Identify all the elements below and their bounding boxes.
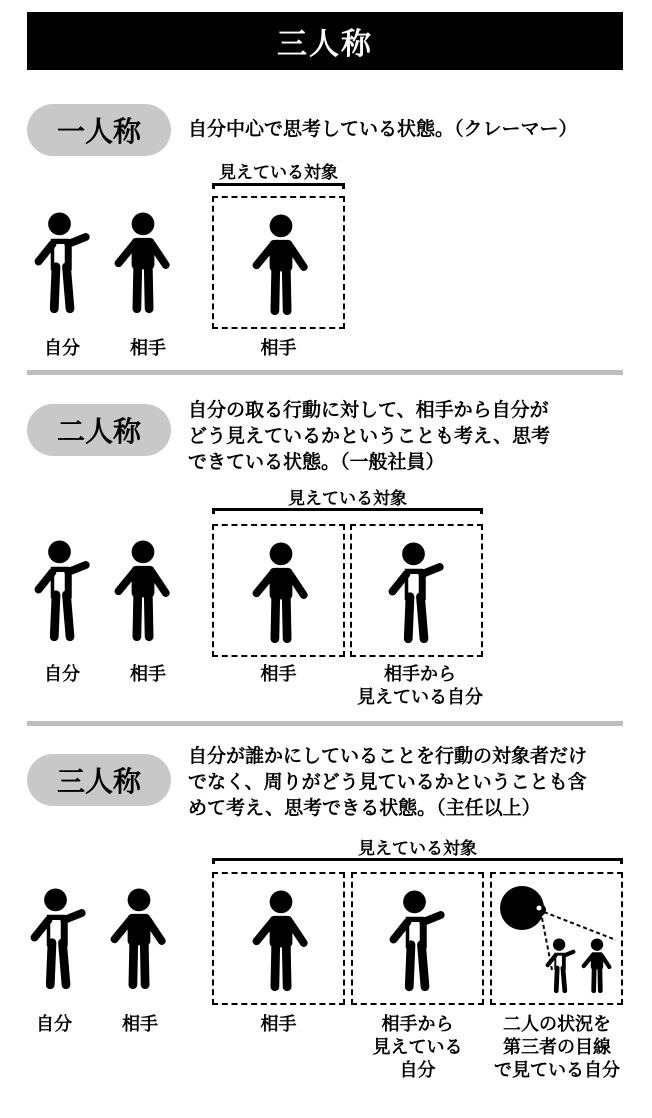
section-label: 一人称: [27, 104, 171, 156]
section-description: 自分中心で思考している状態。（クレーマー）: [188, 118, 578, 140]
caption-self: 自分: [44, 664, 80, 685]
section-description: 自分の取る行動に対して、相手から自分が どう見えているかということも考え、思考 できている状態。（一般社員）: [188, 399, 551, 473]
caption-self: 自分: [36, 1014, 72, 1035]
visible-box-third-person-view: [490, 872, 623, 1005]
visible-target-label: 見えている対象: [288, 489, 407, 509]
caption-box-partner: 相手: [260, 338, 297, 359]
visible-box-self-from-partner: [351, 872, 484, 1005]
partner-figure-icon: [108, 210, 178, 320]
section-label: 三人称: [27, 754, 171, 806]
visible-target-bracket: [212, 508, 483, 514]
caption-partner: 相手: [130, 338, 166, 359]
visible-box-partner: [212, 196, 345, 329]
visible-target-label: 見えている対象: [219, 163, 338, 183]
partner-figure-icon: [246, 212, 316, 322]
page-title: 三人称: [27, 12, 623, 70]
section-divider: [27, 721, 623, 726]
caption-partner: 相手: [130, 664, 166, 685]
self-figure-icon: [382, 540, 452, 650]
caption-box-partner: 相手: [260, 664, 297, 685]
section-divider: [27, 370, 623, 375]
self-figure-icon: [24, 886, 94, 996]
caption-box-self-from-partner: 相手から 見えている自分: [357, 664, 483, 708]
visible-target-label: 見えている対象: [358, 839, 477, 859]
self-figure-icon: [28, 210, 98, 320]
self-figure-icon: [28, 538, 98, 648]
self-figure-icon: [383, 888, 453, 998]
partner-figure-icon: [246, 888, 316, 998]
partner-figure-icon: [104, 886, 174, 996]
caption-box-self-from-partner: 相手から 見えている 自分: [372, 1014, 463, 1081]
section-description: 自分が誰かにしていることを行動の対象者だけ でなく、周りがどう見ているかということも含 めて考え、思考できる状態。（主任以上）: [188, 745, 588, 819]
partner-figure-icon: [246, 540, 316, 650]
visible-target-bracket: [212, 183, 345, 189]
partner-figure-icon: [108, 538, 178, 648]
visible-box-self-from-partner: [350, 524, 483, 657]
self-figure-icon: [542, 938, 580, 996]
visible-box-partner: [212, 872, 345, 1005]
visible-target-bracket: [212, 858, 623, 864]
partner-figure-icon: [578, 938, 616, 996]
caption-box-partner: 相手: [260, 1014, 297, 1035]
caption-self: 自分: [44, 338, 80, 359]
visible-box-partner: [212, 524, 345, 657]
caption-box-third-person-view: 二人の状況を 第三者の目線 で見ている自分: [494, 1014, 620, 1081]
section-label: 二人称: [27, 404, 171, 456]
caption-partner: 相手: [122, 1014, 158, 1035]
